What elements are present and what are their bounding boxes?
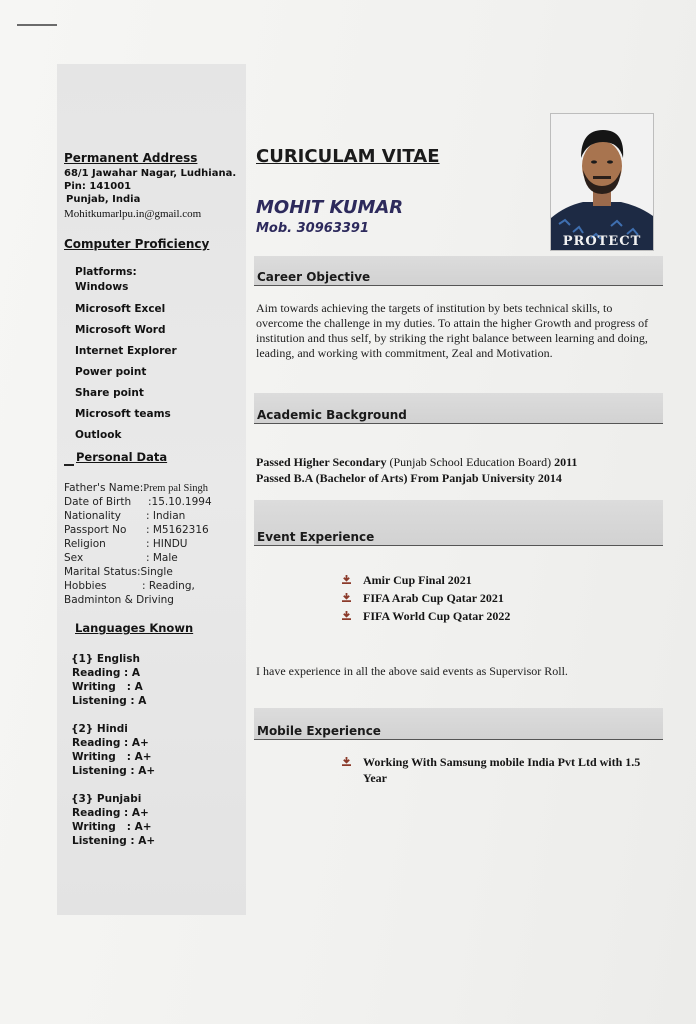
language-hindi: {2} Hindi Reading : A+ Writing : A+ Listening : A+ bbox=[71, 723, 156, 777]
event-item: FIFA World Cup Qatar 2022 bbox=[342, 609, 510, 624]
candidate-name: MOHIT KUMAR bbox=[256, 197, 404, 218]
career-objective-text: Aim towards achieving the targets of institution by bets technical skills, to overcome the challenge in my duties. To attain the higher Growth and progress of institution and thus self, by striking the right balance between learning and doing, leading, and working with commitment, Zeal and Motivation. bbox=[256, 301, 649, 360]
language-english: {1} English Reading : A Writing : A Listening : A bbox=[71, 653, 147, 707]
skill-item: Outlook bbox=[75, 429, 122, 441]
arrow-bullet-icon bbox=[342, 611, 351, 620]
mobile-experience-bar bbox=[254, 708, 663, 740]
personal-row-hobbies-cont: Badminton & Driving bbox=[64, 594, 174, 606]
skill-item: Platforms: bbox=[75, 266, 137, 278]
skill-item: Share point bbox=[75, 387, 144, 399]
skill-item: Windows bbox=[75, 281, 129, 293]
email-address: Mohitkumarlpu.in@gmail.com bbox=[64, 208, 202, 220]
cv-title: CURICULAM VITAE bbox=[256, 146, 440, 167]
computer-heading: Computer Proficiency bbox=[64, 237, 210, 251]
address-line-1: 68/1 Jawahar Nagar, Ludhiana. bbox=[64, 168, 237, 179]
skill-item: Microsoft teams bbox=[75, 408, 171, 420]
address-line-3: Punjab, India bbox=[66, 194, 141, 205]
arrow-bullet-icon bbox=[342, 757, 351, 766]
event-item: FIFA Arab Cup Qatar 2021 bbox=[342, 591, 504, 606]
arrow-bullet-icon bbox=[342, 575, 351, 584]
address-line-2: Pin: 141001 bbox=[64, 181, 132, 192]
languages-heading: Languages Known bbox=[75, 621, 194, 635]
profile-photo bbox=[550, 113, 654, 251]
personal-row-father: Father's Name:Prem pal Singh bbox=[64, 482, 209, 494]
photo-caption: PROTECT bbox=[562, 234, 642, 249]
skill-item: Power point bbox=[75, 366, 147, 378]
personal-row-dob: Date of Birth :15.10.1994 bbox=[64, 496, 212, 508]
career-objective-bar bbox=[254, 256, 663, 286]
personal-heading: Personal Data bbox=[76, 450, 168, 464]
academic-bar bbox=[254, 393, 663, 424]
language-punjabi: {3} Punjabi Reading : A+ Writing : A+ Listening : A+ bbox=[71, 793, 156, 847]
personal-row-passport: Passport No : M5162316 bbox=[64, 524, 209, 536]
personal-row-marital: Marital Status:Single bbox=[64, 566, 173, 578]
personal-row-nationality: Nationality : Indian bbox=[64, 510, 186, 522]
corner-mark bbox=[17, 24, 57, 26]
academic-line-1: Passed Higher Secondary (Punjab School Education Board) 2011 bbox=[256, 455, 578, 469]
academic-heading: Academic Background bbox=[257, 408, 407, 422]
arrow-bullet-icon bbox=[342, 593, 351, 602]
address-heading: Permanent Address bbox=[64, 151, 198, 165]
academic-line-2: Passed B.A (Bachelor of Arts) From Panjab University 2014 bbox=[256, 471, 562, 485]
skill-item: Internet Explorer bbox=[75, 345, 177, 357]
event-note: I have experience in all the above said events as Supervisor Roll. bbox=[256, 664, 568, 678]
personal-underline-lead bbox=[64, 464, 74, 466]
candidate-mobile: Mob. 30963391 bbox=[256, 221, 370, 236]
event-bar bbox=[254, 500, 663, 546]
portrait-image bbox=[551, 114, 653, 250]
event-heading: Event Experience bbox=[257, 530, 375, 544]
skill-item: Microsoft Excel bbox=[75, 303, 166, 315]
personal-row-religion: Religion : HINDU bbox=[64, 538, 188, 550]
skill-item: Microsoft Word bbox=[75, 324, 166, 336]
mobile-experience-heading: Mobile Experience bbox=[257, 724, 381, 738]
personal-row-hobbies: Hobbies : Reading, bbox=[64, 580, 195, 592]
personal-row-sex: Sex : Male bbox=[64, 552, 178, 564]
event-item: Amir Cup Final 2021 bbox=[342, 573, 472, 588]
career-objective-heading: Career Objective bbox=[257, 270, 371, 284]
